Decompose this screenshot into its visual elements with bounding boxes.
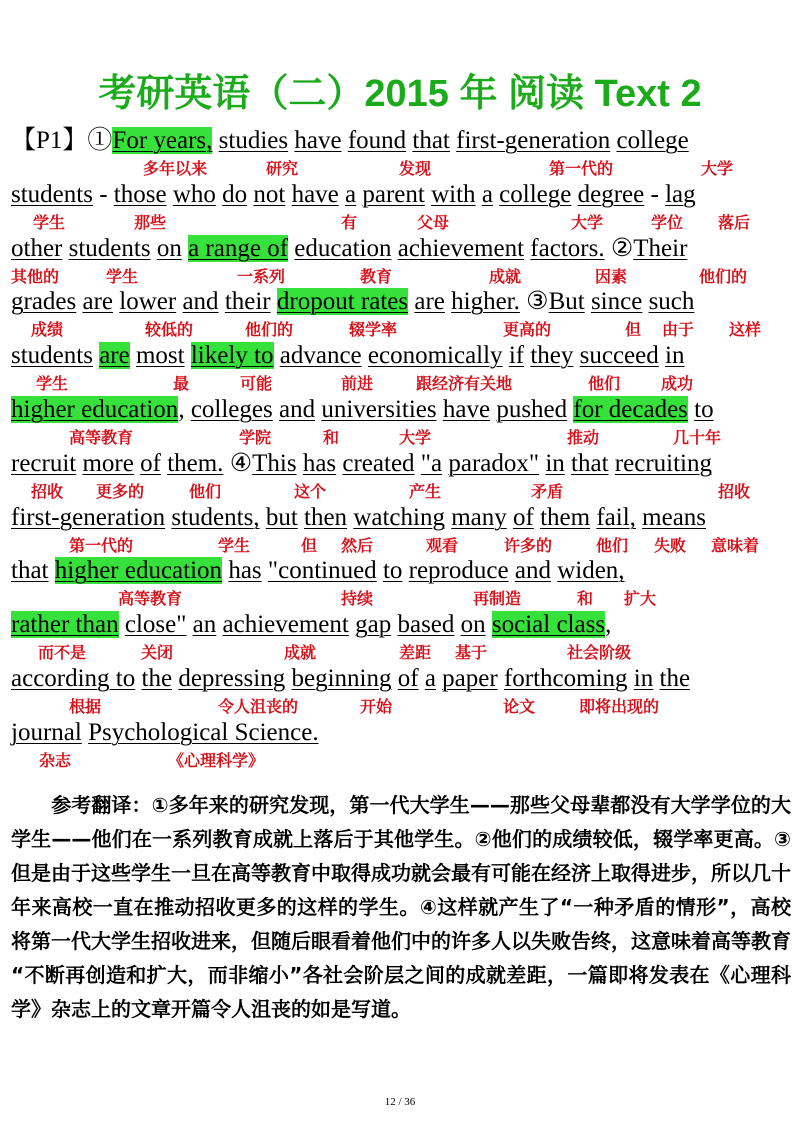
gloss-word: 观看 xyxy=(426,536,459,555)
word: colleges xyxy=(190,396,273,423)
chinese-gloss-row xyxy=(11,373,791,397)
english-sentence xyxy=(11,610,611,640)
passage-line xyxy=(11,449,770,501)
word: that xyxy=(412,127,450,154)
word: "a xyxy=(420,450,443,477)
gloss-word: 第一代的 xyxy=(69,536,134,555)
word: achievement xyxy=(397,235,525,262)
word: college xyxy=(499,181,572,208)
chinese-gloss-row xyxy=(11,588,791,612)
word: that xyxy=(11,557,49,584)
text-fragment: ① xyxy=(87,127,113,154)
gloss-word: 学生 xyxy=(36,374,69,393)
highlighted-phrase: a range of xyxy=(188,235,289,262)
word: the xyxy=(141,665,173,692)
gloss-word: 推动 xyxy=(567,428,600,447)
highlighted-phrase: For years, xyxy=(112,127,213,154)
gloss-word: 令人沮丧的 xyxy=(218,697,299,716)
gloss-word: 最 xyxy=(173,374,190,393)
word: achievement xyxy=(222,611,349,638)
passage-line xyxy=(11,503,770,555)
gloss-word: 他们的 xyxy=(699,267,748,286)
word: has xyxy=(302,450,337,477)
word: do xyxy=(222,181,248,208)
gloss-word: 这个 xyxy=(294,482,327,501)
word: factors. xyxy=(530,235,605,262)
gloss-word: 其他的 xyxy=(11,267,60,286)
word: to xyxy=(382,557,403,584)
gloss-word: 高等教育 xyxy=(69,428,134,447)
gloss-word: 再制造 xyxy=(473,589,522,608)
gloss-word: 较低的 xyxy=(145,320,194,339)
gloss-word: 学位 xyxy=(651,213,684,232)
word: them xyxy=(540,504,591,531)
gloss-word: 杂志 xyxy=(39,751,72,770)
gloss-word: 成功 xyxy=(661,374,694,393)
translation-text: ①多年来的研究发现，第一代大学生——那些父母辈都没有大学学位的大学生——他们在一系列教育成就上落后于其他学生。②他们的成绩较低，辍学率更高。③但是由于这些学生一旦在高等教育中取得成功就会最有可能在经济上取得进步，所以几十年来高校一直在推动招收更多的这样的学生。④这样就产生了“一种矛盾的情形”，高校将第一代大学生招收进来，但随后眼看着他们中的许多人以失败告终，这意味着高等教育 “不断再创造和扩大，而非缩小”各社会阶层之间的成就差距，一篇即将发表在《心理科学》杂志上的文章开篇令人沮丧的如是写道。 xyxy=(11,793,792,1021)
word: their xyxy=(224,288,271,315)
gloss-word: 开始 xyxy=(360,697,393,716)
word: since xyxy=(590,288,643,315)
word: universities xyxy=(321,396,437,423)
gloss-word: 但 xyxy=(625,320,642,339)
gloss-word: 一系列 xyxy=(237,267,286,286)
gloss-word: 父母 xyxy=(417,213,450,232)
word: advance xyxy=(279,342,362,369)
gloss-word: 而不是 xyxy=(38,643,87,662)
word: This xyxy=(252,450,297,477)
word: most xyxy=(135,342,185,369)
gloss-word: 《心理科学》 xyxy=(168,751,265,770)
gloss-word: 因素 xyxy=(595,267,628,286)
translation-label: 参考翻译： xyxy=(51,793,152,817)
gloss-word: 招收 xyxy=(718,482,751,501)
gloss-word: 落后 xyxy=(718,213,751,232)
text-fragment xyxy=(486,611,492,638)
gloss-word: 扩大 xyxy=(624,589,657,608)
word: students xyxy=(11,342,93,369)
word: students, xyxy=(171,504,260,531)
gloss-word: 可能 xyxy=(240,374,273,393)
highlighted-phrase: likely to xyxy=(190,342,274,369)
english-sentence xyxy=(11,341,684,371)
word: watching xyxy=(353,504,445,531)
gloss-word: 基于 xyxy=(455,643,488,662)
chinese-gloss-row xyxy=(11,642,791,666)
word: created xyxy=(342,450,415,477)
word: pushed xyxy=(496,396,568,423)
text-fragment xyxy=(185,342,191,369)
text-fragment: , xyxy=(178,396,191,423)
gloss-word: 差距 xyxy=(399,643,432,662)
word: gap xyxy=(355,611,392,638)
english-sentence xyxy=(11,234,687,264)
word: parent xyxy=(362,181,425,208)
gloss-word: 成就 xyxy=(284,643,317,662)
word: of xyxy=(140,450,161,477)
english-sentence xyxy=(11,556,625,586)
gloss-word: 他们 xyxy=(588,374,621,393)
word: a xyxy=(481,181,493,208)
gloss-word: 关闭 xyxy=(141,643,174,662)
gloss-word: 大学 xyxy=(571,213,604,232)
text-fragment: ② xyxy=(604,235,634,262)
word: lower xyxy=(119,288,177,315)
gloss-word: 他们的 xyxy=(245,320,294,339)
gloss-word: 社会阶级 xyxy=(567,643,632,662)
word: other xyxy=(11,235,63,262)
passage-line xyxy=(11,664,770,716)
highlighted-phrase: social class xyxy=(491,611,606,638)
chinese-gloss-row xyxy=(11,481,791,505)
word: that xyxy=(571,450,609,477)
passage-line xyxy=(11,180,770,232)
word: have xyxy=(294,127,342,154)
word: of xyxy=(513,504,534,531)
chinese-gloss-row xyxy=(11,427,791,451)
gloss-word: 即将出现的 xyxy=(579,697,660,716)
word: have xyxy=(442,396,491,423)
word: grades xyxy=(11,288,77,315)
word: college xyxy=(616,127,689,154)
gloss-word: 大学 xyxy=(399,428,432,447)
passage-line xyxy=(11,341,770,393)
word: in xyxy=(633,665,654,692)
word: not xyxy=(253,181,286,208)
word: those xyxy=(113,181,167,208)
gloss-word: 他们 xyxy=(189,482,222,501)
word: more xyxy=(82,450,134,477)
word: according to xyxy=(11,665,136,692)
word: a xyxy=(424,665,436,692)
word: an xyxy=(192,611,217,638)
word: if xyxy=(508,342,525,369)
word: studies xyxy=(218,127,289,154)
word: "continued xyxy=(267,557,377,584)
word: economically xyxy=(367,342,503,369)
word: are xyxy=(414,288,445,315)
gloss-word: 学生 xyxy=(33,213,66,232)
highlighted-phrase: higher education xyxy=(11,396,179,423)
gloss-word: 但 xyxy=(301,536,318,555)
page-number: 12 / 36 xyxy=(384,1096,416,1108)
gloss-word: 前进 xyxy=(341,374,374,393)
english-sentence xyxy=(11,664,690,694)
word: education xyxy=(294,235,392,262)
gloss-word: 更高的 xyxy=(503,320,552,339)
word: of xyxy=(397,665,419,692)
gloss-word: 跟经济有关地 xyxy=(416,374,513,393)
text-fragment: ④ xyxy=(223,450,253,477)
gloss-word: 有 xyxy=(341,213,358,232)
highlighted-phrase: rather than xyxy=(11,611,119,638)
gloss-word: 辍学率 xyxy=(349,320,398,339)
reference-translation xyxy=(11,788,791,1026)
word: but xyxy=(265,504,298,531)
passage-line xyxy=(11,395,770,447)
word: lag xyxy=(665,181,696,208)
gloss-word: 高等教育 xyxy=(118,589,183,608)
text-fragment: - xyxy=(92,181,114,208)
word: paper xyxy=(442,665,498,692)
word: many xyxy=(451,504,507,531)
gloss-word: 产生 xyxy=(409,482,442,501)
word: widen, xyxy=(557,557,625,584)
word: Their xyxy=(633,235,688,262)
gloss-word: 成绩 xyxy=(31,320,64,339)
word: recruit xyxy=(11,450,77,477)
gloss-word: 大学 xyxy=(701,159,734,178)
passage-line xyxy=(11,718,770,770)
word: fail, xyxy=(596,504,636,531)
gloss-word: 第一代的 xyxy=(549,159,614,178)
text-fragment xyxy=(271,288,277,315)
passage-line xyxy=(11,126,770,178)
gloss-word: 然后 xyxy=(341,536,374,555)
gloss-word: 他们 xyxy=(596,536,629,555)
word: in xyxy=(545,450,565,477)
word: paradox" xyxy=(448,450,540,477)
word: on xyxy=(156,235,182,262)
chinese-gloss-row xyxy=(11,212,791,236)
word: in xyxy=(665,342,685,369)
word: recruiting xyxy=(614,450,712,477)
gloss-word: 失败 xyxy=(654,536,687,555)
highlighted-phrase: for decades xyxy=(573,396,688,423)
word: such xyxy=(648,288,695,315)
word: first-generation xyxy=(11,504,166,531)
gloss-word: 学生 xyxy=(218,536,251,555)
word: found xyxy=(347,127,407,154)
gloss-word: 发现 xyxy=(399,159,432,178)
word: first-generation xyxy=(456,127,611,154)
gloss-word: 成就 xyxy=(489,267,522,286)
word: and xyxy=(514,557,551,584)
text-fragment: - xyxy=(644,181,666,208)
word: journal xyxy=(11,719,82,746)
passage-line xyxy=(11,287,770,339)
gloss-word: 招收 xyxy=(31,482,64,501)
word: has xyxy=(228,557,262,584)
text-fragment: , xyxy=(605,611,612,638)
english-sentence xyxy=(11,126,689,156)
passage-line xyxy=(11,556,770,608)
english-sentence xyxy=(11,180,696,210)
word: them. xyxy=(167,450,224,477)
word: on xyxy=(460,611,486,638)
word: depressing xyxy=(178,665,286,692)
highlighted-phrase: higher education xyxy=(54,557,223,584)
word: students xyxy=(68,235,151,262)
gloss-word: 和 xyxy=(323,428,340,447)
english-sentence xyxy=(11,287,694,317)
gloss-word: 矛盾 xyxy=(531,482,564,501)
highlighted-phrase: are xyxy=(99,342,130,369)
gloss-word: 教育 xyxy=(360,267,393,286)
word: and xyxy=(278,396,316,423)
gloss-word: 由于 xyxy=(662,320,695,339)
chinese-gloss-row xyxy=(11,158,791,182)
gloss-word: 这样 xyxy=(729,320,762,339)
gloss-word: 多年以来 xyxy=(143,159,208,178)
word: Psychological Science. xyxy=(88,719,319,746)
word: with xyxy=(431,181,476,208)
gloss-word: 和 xyxy=(577,589,594,608)
gloss-word: 更多的 xyxy=(96,482,145,501)
english-sentence xyxy=(11,395,714,425)
word: have xyxy=(291,181,339,208)
gloss-word: 许多的 xyxy=(504,536,553,555)
word: a xyxy=(345,181,357,208)
word: they xyxy=(530,342,574,369)
text-fragment: ③ xyxy=(519,288,549,315)
word: degree xyxy=(577,181,645,208)
text-fragment xyxy=(49,557,55,584)
gloss-word: 学院 xyxy=(239,428,272,447)
chinese-gloss-row xyxy=(11,750,791,774)
word: beginning xyxy=(291,665,392,692)
chinese-gloss-row xyxy=(11,319,791,343)
english-sentence xyxy=(11,449,712,479)
gloss-word: 那些 xyxy=(134,213,167,232)
chinese-gloss-row xyxy=(11,696,791,720)
gloss-word: 根据 xyxy=(69,697,102,716)
word: higher. xyxy=(451,288,520,315)
english-sentence xyxy=(11,503,706,533)
word: close" xyxy=(124,611,187,638)
word: who xyxy=(172,181,216,208)
word: then xyxy=(304,504,348,531)
word: to xyxy=(694,396,714,423)
document-title: 考研英语（二）2015 年 阅读 Text 2 xyxy=(98,73,702,115)
highlighted-phrase: dropout rates xyxy=(276,288,409,315)
passage-line xyxy=(11,610,770,662)
gloss-word: 学生 xyxy=(106,267,139,286)
word: forthcoming xyxy=(503,665,628,692)
word: reproduce xyxy=(408,557,509,584)
english-sentence xyxy=(11,718,319,748)
gloss-word: 几十年 xyxy=(673,428,722,447)
gloss-word: 意味着 xyxy=(711,536,760,555)
word: based xyxy=(397,611,455,638)
paragraph-label: 【P1】 xyxy=(11,127,88,154)
word: But xyxy=(548,288,585,315)
word: students xyxy=(11,181,93,208)
gloss-word: 研究 xyxy=(266,159,299,178)
word: and xyxy=(182,288,219,315)
passage-line xyxy=(11,234,770,286)
word: are xyxy=(82,288,114,315)
word: the xyxy=(659,665,691,692)
gloss-word: 持续 xyxy=(341,589,374,608)
gloss-word: 论文 xyxy=(503,697,536,716)
word: succeed xyxy=(579,342,659,369)
word: means xyxy=(642,504,707,531)
